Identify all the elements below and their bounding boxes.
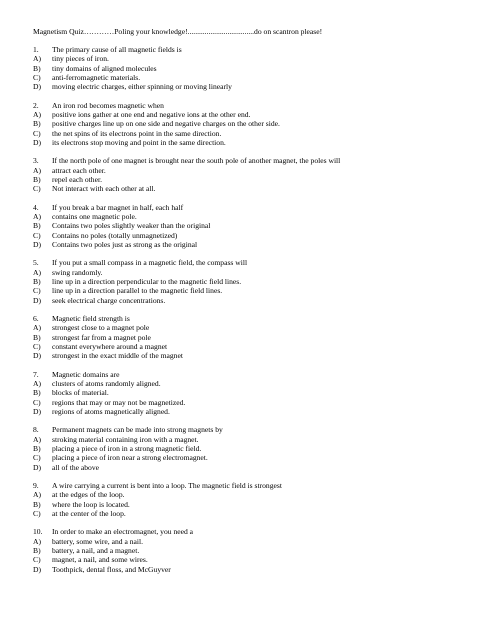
question-number: 2. (33, 100, 39, 110)
question-text: If the north pole of one magnet is brought near the south pole of another magnet, the poles will (52, 156, 341, 166)
answer-option (33, 546, 478, 555)
option-text: placing a piece of iron near a strong electromagnet. (52, 453, 208, 463)
answer-option (33, 407, 478, 416)
question-text: Magnetic field strength is (52, 314, 130, 324)
answer-option (33, 379, 478, 388)
option-letter: B) (33, 499, 41, 509)
answer-option (33, 54, 478, 63)
option-letter: D) (33, 564, 42, 574)
option-text: Contains two poles slightly weaker than the original (52, 221, 211, 231)
option-letter: A) (33, 379, 42, 389)
answer-option (33, 166, 478, 175)
answer-option (33, 184, 478, 193)
question-4 (33, 203, 478, 249)
answer-option (33, 565, 478, 574)
question-7 (33, 370, 478, 416)
question-number: 3. (33, 156, 39, 166)
option-text: positive charges line up on one side and negative charges on the other side. (52, 119, 280, 129)
option-text: regions of atoms magnetically aligned. (52, 406, 170, 416)
option-letter: A) (33, 434, 42, 444)
answer-option (33, 175, 478, 184)
option-letter: C) (33, 555, 41, 565)
question-number: 4. (33, 202, 39, 212)
question-6 (33, 314, 478, 360)
option-letter: D) (33, 462, 42, 472)
question-10 (33, 527, 478, 573)
option-text: clusters of atoms randomly aligned. (52, 379, 161, 389)
option-text: positive ions gather at one end and negative ions at the other end. (52, 109, 251, 119)
option-letter: C) (33, 341, 41, 351)
answer-option (33, 555, 478, 564)
option-letter: A) (33, 54, 42, 64)
question-number: 6. (33, 314, 39, 324)
option-text: the net spins of its electrons point in the same direction. (52, 128, 222, 138)
question-text: The primary cause of all magnetic fields is (52, 45, 182, 54)
answer-option (33, 64, 478, 73)
option-letter: D) (33, 82, 42, 92)
question-1 (33, 45, 478, 91)
answer-option (33, 110, 478, 119)
question-number: 10. (33, 527, 43, 537)
option-letter: B) (33, 276, 41, 286)
question-number: 9. (33, 481, 39, 491)
question-2 (33, 101, 478, 147)
option-letter: B) (33, 221, 41, 231)
option-letter: A) (33, 109, 42, 119)
option-text: blocks of material. (52, 388, 109, 398)
answer-option (33, 323, 478, 332)
option-text: at the center of the loop. (52, 508, 126, 518)
question-text: If you put a small compass in a magnetic field, the compass will (52, 258, 248, 268)
option-letter: C) (33, 508, 41, 518)
question-text: Permanent magnets can be made into strong magnets by (52, 425, 223, 435)
answer-option (33, 286, 478, 295)
option-letter: C) (33, 453, 41, 463)
option-text: Contains no poles (totally unmagnetized) (52, 230, 178, 240)
option-text: attract each other. (52, 165, 106, 175)
option-letter: B) (33, 444, 41, 453)
option-letter: B) (33, 174, 41, 184)
option-letter: B) (33, 332, 41, 342)
option-text: strongest in the exact middle of the magnet (52, 351, 183, 361)
option-text: moving electric charges, either spinning or moving linearly (52, 82, 232, 92)
option-letter: D) (33, 239, 42, 249)
option-letter: A) (33, 490, 42, 500)
option-letter: C) (33, 230, 41, 240)
answer-option (33, 221, 478, 230)
option-letter: D) (33, 295, 42, 305)
answer-option (33, 388, 478, 397)
option-letter: C) (33, 286, 41, 296)
option-letter: C) (33, 184, 41, 194)
option-text: Contains two poles just as strong as the original (52, 239, 198, 249)
option-text: its electrons stop moving and point in the same direction. (52, 137, 226, 147)
question-text: In order to make an electromagnet, you need a (52, 527, 194, 537)
answer-option (33, 537, 478, 546)
answer-option (33, 212, 478, 221)
answer-option (33, 500, 478, 509)
option-text: at the edges of the loop. (52, 490, 125, 500)
answer-option (33, 240, 478, 249)
answer-option (33, 444, 478, 453)
option-text: regions that may or may not be magnetized. (52, 397, 186, 407)
answer-option (33, 333, 478, 342)
option-text: magnet, a nail, and some wires. (52, 555, 148, 565)
option-letter: A) (33, 323, 42, 333)
quiz-header: Magnetism Quiz…………Poling your knowledge!...................................do on scantron please! (33, 27, 323, 36)
option-text: line up in a direction parallel to the magnetic field lines. (52, 286, 223, 296)
option-text: where the loop is located. (52, 499, 130, 509)
option-letter: B) (33, 388, 41, 398)
question-9 (33, 481, 478, 518)
question-3 (33, 156, 478, 193)
question-list (33, 45, 478, 583)
question-number: 8. (33, 425, 39, 435)
option-text: line up in a direction perpendicular to the magnetic field lines. (52, 276, 242, 286)
answer-option (33, 119, 478, 128)
answer-option (33, 463, 478, 472)
question-number: 5. (33, 258, 39, 268)
answer-option (33, 453, 478, 462)
option-letter: B) (33, 546, 41, 556)
option-letter: C) (33, 128, 41, 138)
option-letter: A) (33, 212, 42, 222)
option-text: strongest far from a magnet pole (52, 332, 151, 342)
answer-option (33, 277, 478, 286)
answer-option (33, 231, 478, 240)
answer-option (33, 351, 478, 360)
option-text: tiny pieces of iron. (52, 54, 109, 64)
answer-option (33, 268, 478, 277)
option-letter: D) (33, 406, 42, 416)
option-text: placing a piece of iron in a strong magnetic field. (52, 444, 202, 453)
option-text: contains one magnetic pole. (52, 212, 137, 222)
answer-option (33, 435, 478, 444)
question-text: An iron rod becomes magnetic when (52, 100, 164, 110)
option-text: tiny domains of aligned molecules (52, 63, 157, 73)
option-letter: D) (33, 137, 42, 147)
option-letter: A) (33, 536, 42, 546)
answer-option (33, 296, 478, 305)
option-text: battery, some wire, and a nail. (52, 536, 144, 546)
option-text: repel each other. (52, 174, 102, 184)
question-number: 7. (33, 369, 39, 379)
question-number: 1. (33, 45, 39, 54)
option-text: all of the above (52, 462, 100, 472)
answer-option (33, 73, 478, 82)
option-text: strongest close to a magnet pole (52, 323, 150, 333)
option-text: constant everywhere around a magnet (52, 341, 168, 351)
answer-option (33, 82, 478, 91)
answer-option (33, 342, 478, 351)
option-letter: C) (33, 397, 41, 407)
question-text: If you break a bar magnet in half, each half (52, 202, 184, 212)
option-text: Toothpick, dental floss, and McGuyver (52, 564, 171, 574)
option-text: battery, a nail, and a magnet. (52, 546, 140, 556)
option-text: swing randomly. (52, 267, 103, 277)
option-text: anti-ferromagnetic materials. (52, 72, 141, 82)
question-text: A wire carrying a current is bent into a loop. The magnetic field is strongest (52, 481, 282, 491)
answer-option (33, 138, 478, 147)
option-text: Not interact with each other at all. (52, 184, 156, 194)
answer-option (33, 509, 478, 518)
option-letter: A) (33, 267, 42, 277)
question-text: Magnetic domains are (52, 369, 120, 379)
option-letter: B) (33, 63, 41, 73)
option-text: seek electrical charge concentrations. (52, 295, 166, 305)
option-letter: D) (33, 351, 42, 361)
option-letter: B) (33, 119, 41, 129)
option-letter: A) (33, 165, 42, 175)
option-letter: C) (33, 72, 41, 82)
option-text: stroking material containing iron with a magnet. (52, 434, 199, 444)
answer-option (33, 129, 478, 138)
question-8 (33, 425, 478, 471)
question-5 (33, 258, 478, 304)
answer-option (33, 398, 478, 407)
answer-option (33, 490, 478, 499)
